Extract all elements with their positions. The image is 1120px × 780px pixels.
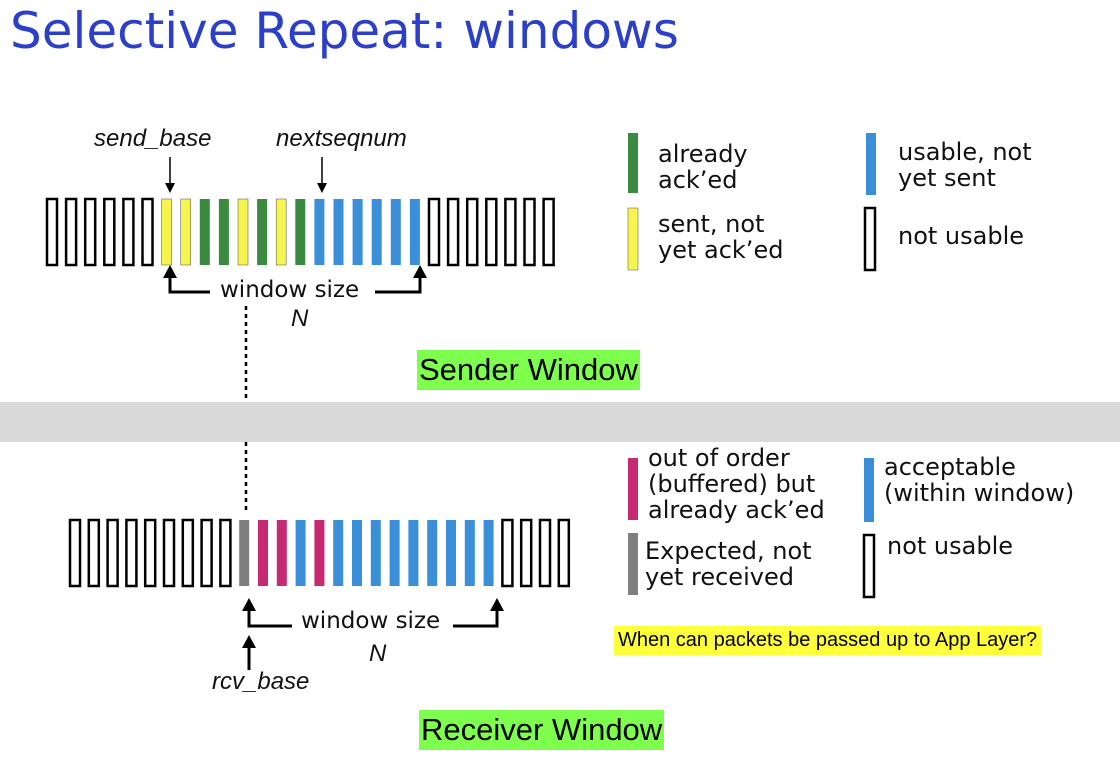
sender-packet-sent-unacked [162, 199, 172, 265]
receiver-packet-usable [465, 520, 475, 586]
receiver-window-bracket-right [453, 605, 497, 626]
sender-packet-not-usable [505, 199, 515, 265]
sender-window-banner: Sender Window [417, 350, 640, 390]
sender-packet-not-usable [85, 199, 95, 265]
legend-swatch-sent-unacked [628, 208, 638, 270]
sender-packet-usable [410, 199, 420, 265]
receiver-packet-not-usable [540, 520, 550, 586]
sender-packet-acked [200, 199, 210, 265]
sender-packet-row [47, 199, 554, 265]
receiver-n-label: N [369, 640, 387, 667]
legend-swatch-expected [628, 533, 638, 595]
sender-window-bracket-right-arrowhead [413, 265, 427, 278]
legend-acceptable-label: acceptable (within window) [884, 453, 1075, 507]
sender-packet-not-usable [66, 199, 76, 265]
receiver-packet-usable [427, 520, 437, 586]
legend-swatch-usable [866, 133, 876, 195]
legend-expected-label: Expected, not yet received [645, 537, 812, 591]
sender-packet-not-usable [123, 199, 133, 265]
receiver-packet-usable [390, 520, 400, 586]
receiver-packet-not-usable [126, 520, 136, 586]
sender-packet-not-usable [448, 199, 458, 265]
legend-swatch-receiver-not-usable [864, 535, 874, 597]
receiver-packet-expected [239, 520, 249, 586]
sender-packet-sent-unacked [276, 199, 286, 265]
receiver-packet-not-usable [202, 520, 212, 586]
receiver-packet-not-usable [89, 520, 99, 586]
sender-packet-not-usable [544, 199, 554, 265]
sender-packet-usable [372, 199, 382, 265]
question-callout: When can packets be passed up to App Layer? [614, 626, 1041, 655]
legend-receiver-not-usable-label: not usable [887, 532, 1014, 560]
receiver-packet-out-of-order [258, 520, 268, 586]
rcv-base-label: rcv_base [212, 668, 310, 695]
sender-packet-acked [295, 199, 305, 265]
receiver-packet-not-usable [559, 520, 569, 586]
sender-packet-not-usable [486, 199, 496, 265]
receiver-packet-usable [408, 520, 418, 586]
sender-window-size-label: window size [220, 277, 360, 303]
sender-packet-not-usable [429, 199, 439, 265]
receiver-window-banner: Receiver Window [419, 710, 664, 750]
sender-window-bracket-left [170, 272, 210, 292]
sender-packet-not-usable [143, 199, 153, 265]
receiver-packet-usable [333, 520, 343, 586]
receiver-window-bracket-right-arrowhead [490, 598, 504, 611]
receiver-packet-usable [352, 520, 362, 586]
receiver-packet-not-usable [183, 520, 193, 586]
receiver-packet-usable [371, 520, 381, 586]
receiver-window-size-label: window size [301, 608, 441, 634]
receiver-packet-out-of-order [277, 520, 287, 586]
receiver-packet-usable [484, 520, 494, 586]
receiver-window-bracket-left [249, 605, 292, 626]
send-base-label: send_base [94, 125, 212, 152]
slide-title: Selective Repeat: windows [10, 2, 679, 60]
legend-sent-unacked-label: sent, not yet ack’ed [658, 210, 784, 264]
send-base-arrowhead [165, 183, 175, 193]
sender-packet-not-usable [104, 199, 114, 265]
receiver-packet-not-usable [220, 520, 230, 586]
nextseqnum-label: nextseqnum [276, 125, 407, 152]
legend-swatch-not-usable [865, 208, 875, 270]
rcv-base-arrowhead [242, 635, 256, 648]
legend-swatch-out-of-order [628, 458, 638, 520]
receiver-packet-not-usable [108, 520, 118, 586]
legend-acked-label: already ack’ed [658, 140, 748, 194]
receiver-packet-not-usable [502, 520, 512, 586]
receiver-packet-not-usable [70, 520, 80, 586]
sender-packet-acked [257, 199, 267, 265]
legend-swatch-acked [628, 133, 638, 193]
receiver-packet-not-usable [521, 520, 531, 586]
legend-not-usable-label: not usable [898, 222, 1025, 250]
sender-n-label: N [291, 305, 309, 332]
receiver-packet-usable [446, 520, 456, 586]
receiver-window-bracket-left-arrowhead [242, 598, 256, 611]
sender-packet-sent-unacked [238, 199, 248, 265]
nextseqnum-arrowhead [317, 183, 327, 193]
receiver-packet-not-usable [145, 520, 155, 586]
sender-packet-usable [314, 199, 324, 265]
receiver-packet-row [70, 520, 569, 586]
sender-window-bracket-left-arrowhead [163, 265, 177, 278]
receiver-packet-out-of-order [314, 520, 324, 586]
sender-window-bracket-right [375, 272, 420, 292]
sender-packet-sent-unacked [181, 199, 191, 265]
receiver-packet-not-usable [164, 520, 174, 586]
legend-out-of-order-label: out of order (buffered) but already ack’ed [648, 444, 825, 524]
receiver-packet-usable [296, 520, 306, 586]
sender-packet-usable [334, 199, 344, 265]
sender-packet-usable [391, 199, 401, 265]
sender-packet-not-usable [47, 199, 57, 265]
sender-packet-usable [353, 199, 363, 265]
sender-packet-not-usable [525, 199, 535, 265]
sender-packet-acked [219, 199, 229, 265]
legend-swatch-acceptable [864, 458, 874, 522]
sender-packet-not-usable [467, 199, 477, 265]
legend-usable-label: usable, not yet sent [898, 138, 1032, 192]
